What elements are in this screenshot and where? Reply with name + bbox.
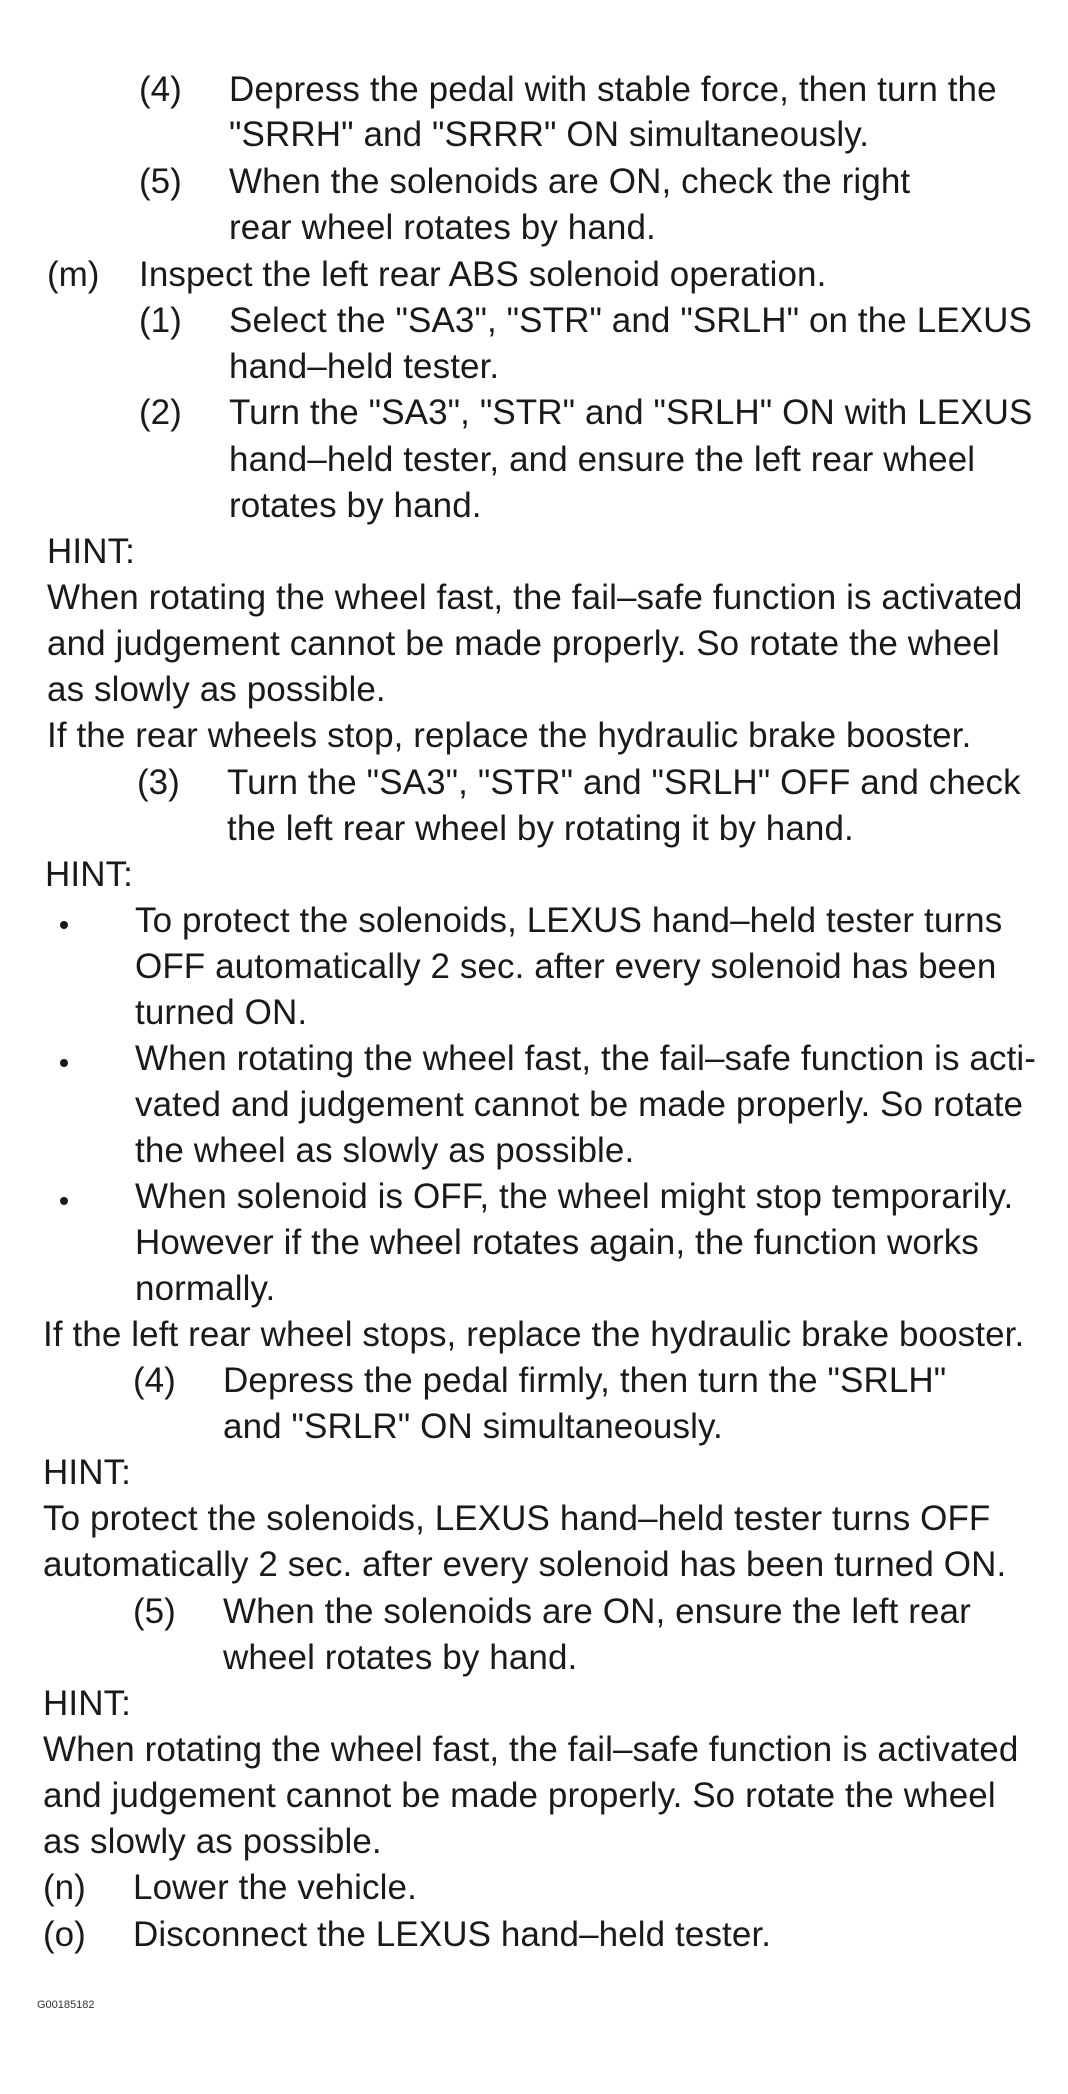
text-line: rotates by hand. xyxy=(229,486,482,525)
text-line: hand–held tester, and ensure the left rear wheel xyxy=(229,440,976,479)
text-line: and judgement cannot be made properly. So rotate the wheel xyxy=(47,624,1000,663)
text-line: When rotating the wheel fast, the fail–safe function is activated xyxy=(47,578,1023,617)
step-marker: (5) xyxy=(139,162,182,201)
text-line: as slowly as possible. xyxy=(43,1822,382,1861)
text-line: and "SRLR" ON simultaneously. xyxy=(223,1407,723,1446)
text-line: To protect the solenoids, LEXUS hand–held tester turns OFF xyxy=(43,1499,991,1538)
section-heading: Lower the vehicle. xyxy=(133,1868,417,1907)
bullet-text-line: normally. xyxy=(135,1269,276,1308)
bullet-text-line: However if the wheel rotates again, the function works xyxy=(135,1223,979,1262)
text-line: When the solenoids are ON, ensure the left rear xyxy=(223,1592,971,1631)
text-line: hand–held tester. xyxy=(229,347,500,386)
text-line: Depress the pedal firmly, then turn the "SRLH" xyxy=(223,1361,947,1400)
bullet-text-line: To protect the solenoids, LEXUS hand–held tester turns xyxy=(135,901,1003,940)
step-marker: (5) xyxy=(133,1592,176,1631)
bullet-icon xyxy=(60,1059,68,1067)
section-heading: Disconnect the LEXUS hand–held tester. xyxy=(133,1915,772,1954)
step-marker: (1) xyxy=(139,301,182,340)
step-marker: (4) xyxy=(133,1361,176,1400)
step-marker: (2) xyxy=(139,393,182,432)
bullet-text-line: When rotating the wheel fast, the fail–safe function is acti- xyxy=(135,1039,1037,1078)
text-line: rear wheel rotates by hand. xyxy=(229,208,656,247)
text-line: Turn the "SA3", "STR" and "SRLH" OFF and check xyxy=(227,763,1021,802)
bullet-text-line: the wheel as slowly as possible. xyxy=(135,1131,635,1170)
bullet-icon xyxy=(60,921,68,929)
text-line: When the solenoids are ON, check the right xyxy=(229,162,911,201)
text-line: as slowly as possible. xyxy=(47,670,386,709)
section-marker: (n) xyxy=(43,1868,86,1907)
hint-label: HINT: xyxy=(43,1684,131,1723)
text-line: Turn the "SA3", "STR" and "SRLH" ON with LEXUS xyxy=(229,393,1033,432)
text-line: "SRRH" and "SRRR" ON simultaneously. xyxy=(229,115,870,154)
text-line: automatically 2 sec. after every solenoid has been turned ON. xyxy=(43,1545,1007,1584)
hint-label: HINT: xyxy=(43,1453,131,1492)
text-line: wheel rotates by hand. xyxy=(223,1638,578,1677)
step-marker: (4) xyxy=(139,70,182,109)
text-line: Select the "SA3", "STR" and "SRLH" on the LEXUS xyxy=(229,301,1032,340)
bullet-text-line: OFF automatically 2 sec. after every solenoid has been xyxy=(135,947,997,986)
text-line: If the left rear wheel stops, replace the hydraulic brake booster. xyxy=(43,1315,1025,1354)
step-marker: (3) xyxy=(137,763,180,802)
section-marker: (m) xyxy=(47,255,100,294)
section-marker: (o) xyxy=(43,1915,86,1954)
hint-label: HINT: xyxy=(47,532,135,571)
text-line: When rotating the wheel fast, the fail–safe function is activated xyxy=(43,1730,1019,1769)
bullet-text-line: vated and judgement cannot be made properly. So rotate xyxy=(135,1085,1024,1124)
text-line: the left rear wheel by rotating it by hand. xyxy=(227,809,854,848)
text-line: If the rear wheels stop, replace the hydraulic brake booster. xyxy=(47,716,972,755)
hint-label: HINT: xyxy=(45,855,133,894)
bullet-text-line: turned ON. xyxy=(135,993,308,1032)
section-heading: Inspect the left rear ABS solenoid operation. xyxy=(139,255,827,294)
bullet-icon xyxy=(60,1197,68,1205)
bullet-text-line: When solenoid is OFF, the wheel might stop temporarily. xyxy=(135,1177,1014,1216)
text-line: Depress the pedal with stable force, then turn the xyxy=(229,70,997,109)
text-line: and judgement cannot be made properly. So rotate the wheel xyxy=(43,1776,996,1815)
figure-code: G00185182 xyxy=(37,1999,95,2011)
